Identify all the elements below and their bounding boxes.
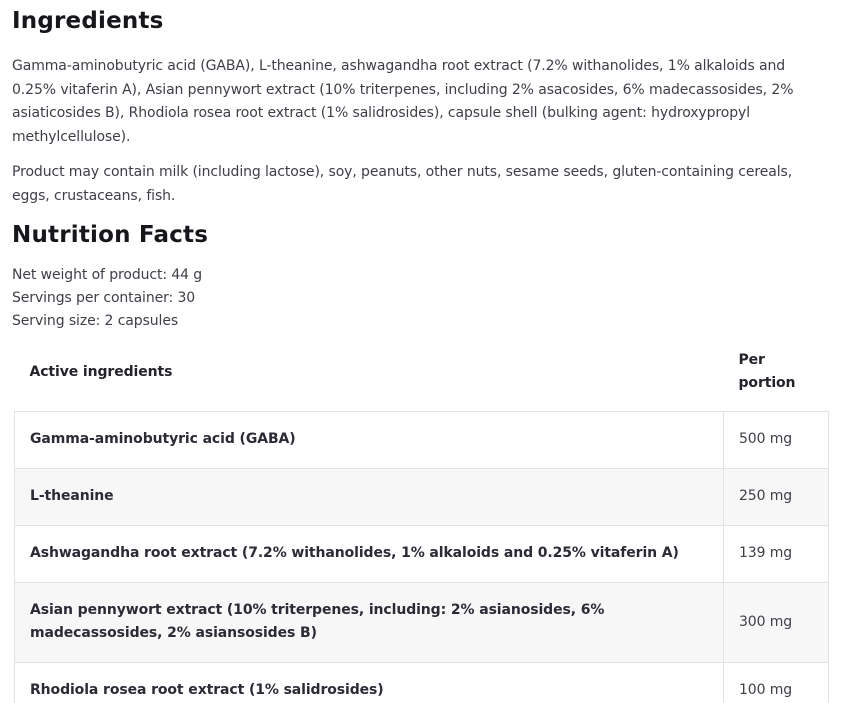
ingredient-name-cell: L-theanine [15,469,724,526]
ingredient-name-cell: Asian pennywort extract (10% triterpenes, including: 2% asianosides, 6% madecassosides, 2% asiansosides B) [15,583,724,663]
table-row [15,412,829,469]
table-header-row [15,333,829,412]
per-portion-cell: 100 mg [724,663,829,703]
nutrition-facts-heading: Nutrition Facts [12,222,209,248]
ingredient-name-cell: Ashwagandha root extract (7.2% withanolides, 1% alkaloids and 0.25% vitaferin A) [15,526,724,583]
ingredients-heading: Ingredients [12,8,164,34]
table-row [15,583,829,663]
table-row [15,526,829,583]
table-row [15,469,829,526]
ingredient-name-cell: Gamma-aminobutyric acid (GABA) [15,412,724,469]
net-weight-line: Net weight of product: 44 g [12,267,203,283]
allergen-paragraph: Product may contain milk (including lactose), soy, peanuts, other nuts, sesame seeds, gluten-containing cereals, eggs, crustaceans, fish. [12,164,793,204]
per-portion-cell: 500 mg [724,412,829,469]
per-portion-cell: 300 mg [724,583,829,663]
table-row [15,663,829,703]
column-header-active-ingredients: Active ingredients [15,333,724,412]
ingredients-paragraph: Gamma-aminobutyric acid (GABA), L-theanine, ashwagandha root extract (7.2% withanolides, 1% alkaloids and 0.25% vitaferin A), Asian pennywort extract (10% triterpenes, including 2% asacosides, 6% madecassosides, 2% asiaticosides B), Rhodiola rosea root extract (1% salidrosides), capsule shell (bulking agent: hydroxypropyl methylcellulose). [12,58,794,145]
per-portion-cell: 250 mg [724,469,829,526]
serving-size-line: Serving size: 2 capsules [12,313,179,329]
per-portion-cell: 139 mg [724,526,829,583]
serving-info-block [12,264,828,333]
column-header-per-portion: Per portion [724,333,829,412]
ingredient-name-cell: Rhodiola rosea root extract (1% salidrosides) [15,663,724,703]
servings-per-container-line: Servings per container: 30 [12,290,196,306]
active-ingredients-table [14,333,829,703]
